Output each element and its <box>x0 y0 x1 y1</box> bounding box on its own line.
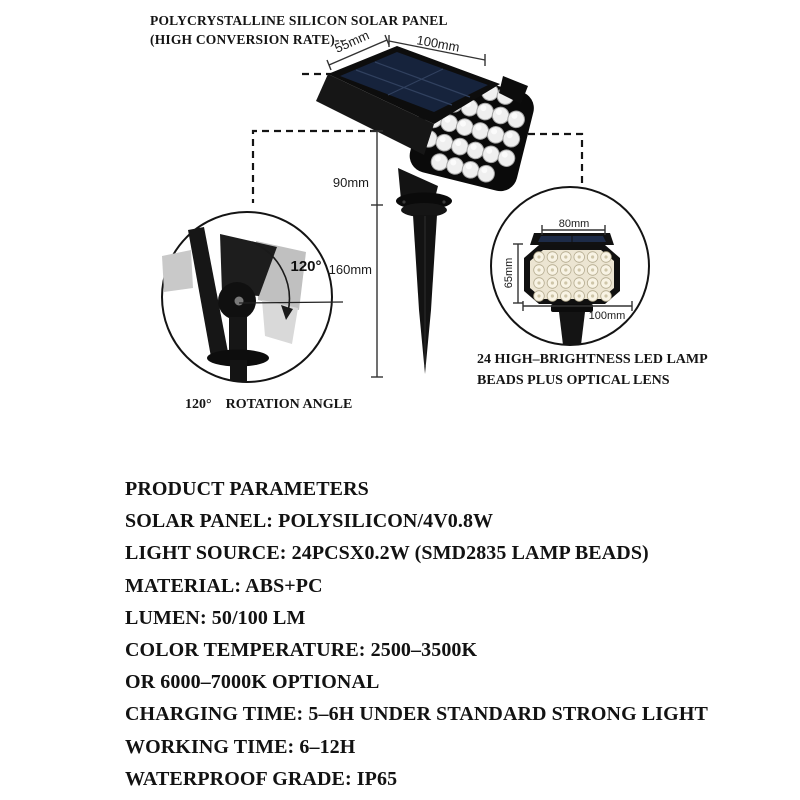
rotation-caption <box>185 397 352 413</box>
parameter-row: COLOR TEMPERATURE: 2500–3500K <box>125 639 478 662</box>
inset-stem <box>559 312 585 345</box>
led-caption <box>477 350 708 391</box>
inset-collar <box>551 304 593 312</box>
parameter-row: OR 6000–7000K OPTIONAL <box>125 671 380 694</box>
parameter-row: LUMEN: 50/100 LM <box>125 606 306 629</box>
product-parameters <box>125 473 708 795</box>
dim-label-55mm: 55mm <box>332 27 372 56</box>
mounting-collar <box>396 193 452 218</box>
solar-spotlight <box>316 46 538 374</box>
dim-label-100mm-bottom: 100mm <box>588 310 626 322</box>
led-inset <box>491 187 649 345</box>
pivot-screw <box>235 297 244 306</box>
dim-label-100mm-top: 100mm <box>415 32 461 55</box>
ghost-left <box>162 250 193 292</box>
parameters-heading: PRODUCT PARAMETERS <box>125 478 369 500</box>
parameter-row: CHARGING TIME: 5–6H UNDER STANDARD STRONG LIGHT <box>125 703 708 726</box>
parameter-row: LIGHT SOURCE: 24PCSX0.2W (SMD2835 LAMP BEADS) <box>125 542 649 565</box>
led-caption-line-1: 24 HIGH–BRIGHTNESS LED LAMP <box>477 352 708 367</box>
dim-vertical <box>329 131 383 377</box>
dim-label-80mm: 80mm <box>558 218 590 230</box>
dashed-connector-left-inset <box>253 131 377 203</box>
dim-label-160mm: 160mm <box>328 262 372 277</box>
title-line-2: (HIGH CONVERSION RATE)-- <box>150 31 345 47</box>
dim-label-65mm: 65mm <box>503 257 515 289</box>
parameter-row: MATERIAL: ABS+PC <box>125 574 323 597</box>
angle-value-label: 120° <box>290 258 322 275</box>
parameter-row: SOLAR PANEL: POLYSILICON/4V0.8W <box>125 510 494 533</box>
dim-label-90mm: 90mm <box>332 175 369 190</box>
led-caption-line-2: BEADS PLUS OPTICAL LENS <box>477 372 670 388</box>
parameter-row: WATERPROOF GRADE: IP65 <box>125 767 398 790</box>
rotation-caption-angle: 120° <box>185 397 212 412</box>
ground-stake <box>413 215 437 374</box>
dashed-connector-right-inset <box>528 134 582 186</box>
title-line-1: POLYCRYSTALLINE SILICON SOLAR PANEL <box>150 13 448 28</box>
rotation-inset <box>162 212 343 382</box>
pivot-stem <box>229 317 247 355</box>
parameter-row: WORKING TIME: 6–12H <box>125 735 356 758</box>
rotation-caption-text: ROTATION ANGLE <box>225 397 353 412</box>
pivot-stem-lower <box>230 360 247 381</box>
